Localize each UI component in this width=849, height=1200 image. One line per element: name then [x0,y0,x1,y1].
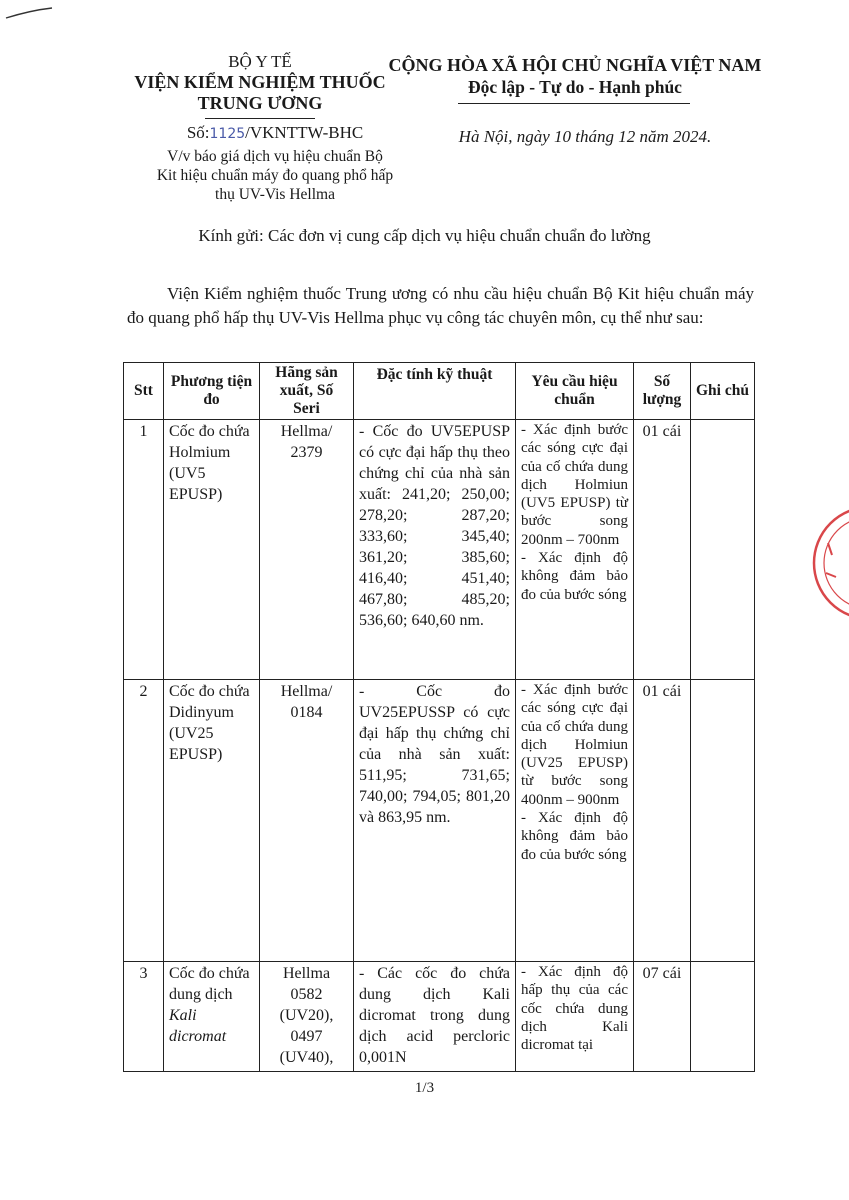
institute-name-line2: TRUNG ƯƠNG [197,93,323,113]
requirement-item: - Xác định độ không đảm bảo đo của bước sóng [521,550,628,603]
requirement-item: - Xác định độ hấp thụ của các cốc chứa dung dịch Kali dicromat tại [521,964,628,1054]
subject-line: thụ UV-Vis Hellma [215,186,335,203]
cell-note [691,420,755,680]
document-number-handwritten: 1125 [209,126,246,142]
cell-device: Cốc đo chứa Didinyum (UV25 EPUSP) [164,680,260,962]
country-name: CỘNG HÒA XÃ HỘI CHỦ NGHĨA VIỆT NAM [388,55,762,75]
document-date: Hà Nội, ngày 10 tháng 12 năm 2024. [458,127,712,146]
cell-spec: - Các cốc đo chứa dung dịch Kali dicromat trong dung dịch acid percloric 0,001N [354,962,516,1072]
header-stt: Stt [124,363,164,420]
device-text: Cốc đo chứa dung dịch [169,965,250,1003]
cell-requirement [516,420,634,680]
header-maker: Hãng sản xuất, Số Seri [260,363,354,420]
cell-requirement [516,962,634,1072]
cell-note [691,962,755,1072]
national-header [375,54,775,98]
cell-quantity: 01 cái [634,680,691,962]
motto-underline [458,103,690,104]
issuer-underline [205,118,315,119]
page-number: 1/3 [414,1080,435,1096]
requirement-item: - Xác định bước các sóng cực đại của cố chứa dung dịch Holmiun (UV25 EPUSP) từ bước song 400nm – 900nm [521,682,628,808]
table-row [124,680,755,962]
cell-maker: Hellma/ 2379 [260,420,354,680]
subject-line: Kit hiệu chuẩn máy đo quang phổ hấp [156,167,394,184]
cell-spec: - Cốc đo UV5EPUSP có cực đại hấp thụ theo chứng chỉ của nhà sản xuất: 241,20; 250,00; 278,20; 287,20; 333,60; 345,40; 361,20; 385,60; 416,40; 451,40; 467,80; 485,20; 536,60; 640,60 nm. [354,420,516,680]
document-subject [140,147,410,204]
ministry-name: BỘ Y TẾ [228,52,292,71]
institute-name-line1: VIỆN KIỂM NGHIỆM THUỐC [134,72,386,92]
cell-device: Cốc đo chứa Holmium (UV5 EPUSP) [164,420,260,680]
header-device: Phương tiện đo [164,363,260,420]
header-note: Ghi chú [691,363,755,420]
device-text-italic: Kali dicromat [169,1007,227,1045]
cell-device [164,962,260,1072]
cell-quantity: 01 cái [634,420,691,680]
cell-maker: Hellma/ 0184 [260,680,354,962]
cell-quantity: 07 cái [634,962,691,1072]
subject-line: V/v báo giá dịch vụ hiệu chuẩn Bộ [167,148,383,165]
cell-maker: Hellma 0582 (UV20), 0497 (UV40), [260,962,354,1072]
issuer-block [110,52,410,114]
red-seal-stamp [808,503,849,623]
document-number-suffix: /VKNTTW-BHC [245,123,364,142]
intro-paragraph [127,282,754,330]
cell-spec: - Cốc đo UV25EPUSSP có cực đại hấp thụ chứng chỉ của nhà sản xuất: 511,95; 731,65; 740,00; 794,05; 801,20 và 863,95 nm. [354,680,516,962]
recipient-line: Kính gửi: Các đơn vị cung cấp dịch vụ hiệu chuẩn chuẩn đo lường [198,226,651,245]
table-row [124,420,755,680]
header-spec: Đặc tính kỹ thuật [354,363,516,420]
cell-note [691,680,755,962]
cell-stt: 3 [124,962,164,1072]
cell-stt: 2 [124,680,164,962]
document-number [140,123,410,144]
document-number-prefix: Số: [186,123,210,142]
header-quantity: Số lượng [634,363,691,420]
cell-requirement [516,680,634,962]
table-row [124,962,755,1072]
requirement-item: - Xác định độ không đảm bảo đo của bước sóng [521,810,628,863]
table-header-row [124,363,755,420]
requirement-item: - Xác định bước các sóng cực đại của cố chứa dung dịch Holmiun (UV5 EPUSP) từ bước song 200nm – 700nm [521,422,628,548]
header-requirement: Yêu cầu hiệu chuẩn [516,363,634,420]
scan-pen-mark [4,6,54,20]
cell-stt: 1 [124,420,164,680]
national-motto: Độc lập - Tự do - Hạnh phúc [468,77,682,97]
intro-text: Viện Kiểm nghiệm thuốc Trung ương có nhu cầu hiệu chuẩn Bộ Kit hiệu chuẩn máy đo quang phổ hấp thụ UV-Vis Hellma phục vụ công tác chuyên môn, cụ thể như sau: [127,284,754,327]
calibration-table [123,362,755,1072]
